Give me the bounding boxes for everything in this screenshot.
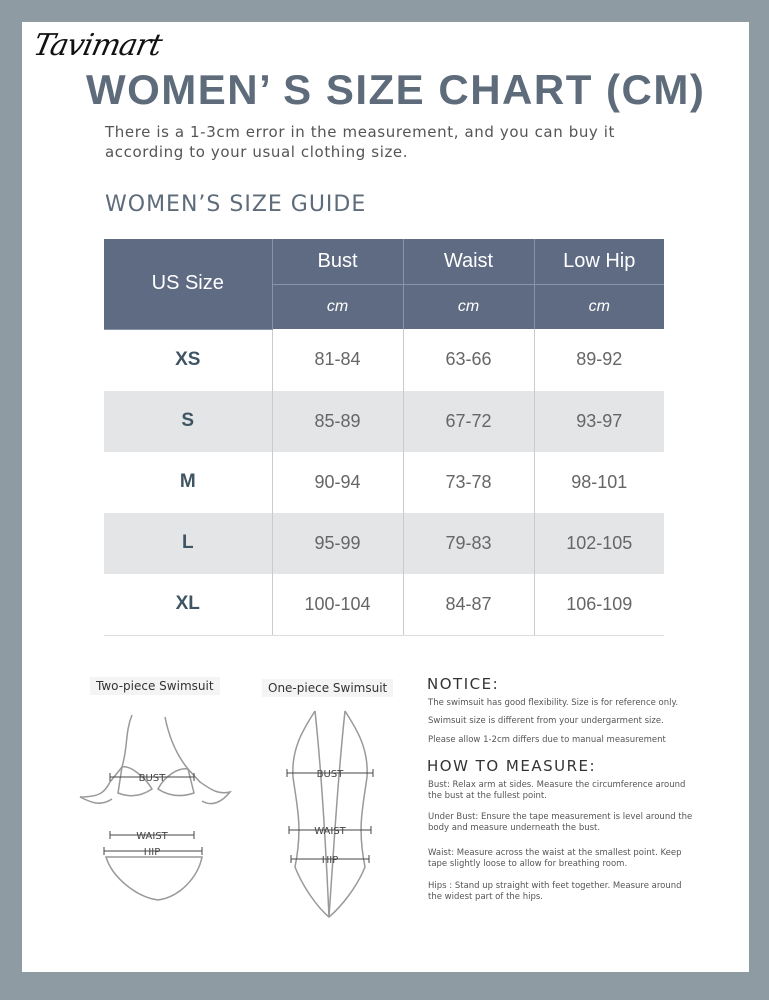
notice-line: The swimsuit has good flexibility. Size is for reference only. [428,698,679,708]
waist-cell: 63-66 [403,329,534,391]
one-piece-swimsuit-icon [277,707,387,927]
one-piece-label: One-piece Swimsuit [262,679,393,697]
hip-label: HIP [143,847,161,858]
header-waist: Waist [403,239,534,285]
how-to-measure-title: HOW TO MEASURE: [427,757,597,775]
bust-cell: 90-94 [272,452,403,513]
unit-bust: cm [272,285,403,330]
size-table [104,239,664,636]
unit-waist: cm [403,285,534,330]
unit-low-hip: cm [534,285,664,330]
notice-line: Please allow 1-2cm differs due to manual measurement [428,735,666,745]
notice-line: Swimsuit size is different from your undergarment size. [428,716,664,726]
bust-label: BUST [138,773,166,784]
hip-cell: 89-92 [576,349,623,370]
size-cell: S [104,391,272,452]
waist-label: WAIST [136,831,168,842]
waist-cell: 73-78 [403,452,534,513]
bust-cell: 81-84 [272,329,403,391]
table-row [104,574,664,636]
size-cell: L [104,513,272,574]
two-piece-label: Two-piece Swimsuit [90,677,220,695]
size-guide-title: WOMEN’S SIZE GUIDE [105,192,367,217]
brand-logo: Tavimart [30,28,165,63]
waist-cell: 84-87 [403,574,534,636]
table-row [104,391,664,452]
hip-cell: 93-97 [534,391,664,452]
notice-title: NOTICE: [427,675,500,693]
waist-cell: 67-72 [403,391,534,452]
size-cell: XL [104,574,272,636]
header-bust: Bust [272,239,403,285]
hip-cell: 98-101 [571,471,628,492]
bust-cell: 100-104 [272,574,403,636]
measurement-note: There is a 1-3cm error in the measurement, and you can buy it according to your usual clothing size. [105,123,616,161]
measure-item: Hips : Stand up straight with feet together. Measure around the widest part of the hips. [428,881,682,902]
size-chart-card [22,22,749,972]
measure-item: Under Bust: Ensure the tape measurement is level around the body and measure underneath the bust. [428,812,693,833]
measure-item: Waist: Measure across the waist at the smallest point. Keep tape slightly loose to allow for breathing room. [428,848,682,869]
size-cell: M [104,452,272,513]
header-low-hip: Low Hip [534,239,664,285]
page-title: WOMEN’ S SIZE CHART (CM) [86,66,706,113]
bust-cell: 85-89 [272,391,403,452]
hip-cell: 102-105 [534,513,664,574]
two-piece-swimsuit-icon [70,707,240,907]
header-us-size: US Size [104,239,272,329]
one-piece-bust-label: BUST [316,769,344,780]
waist-cell: 79-83 [403,513,534,574]
table-row [104,452,664,513]
bust-cell: 95-99 [272,513,403,574]
measure-item: Bust: Relax arm at sides. Measure the circumference around the bust at the fullest point. [428,780,686,801]
table-row [104,513,664,574]
one-piece-hip-label: HIP [321,855,339,866]
size-cell: XS [104,329,272,391]
hip-cell: 106-109 [534,574,664,636]
table-row [104,329,664,391]
one-piece-waist-label: WAIST [314,826,346,837]
